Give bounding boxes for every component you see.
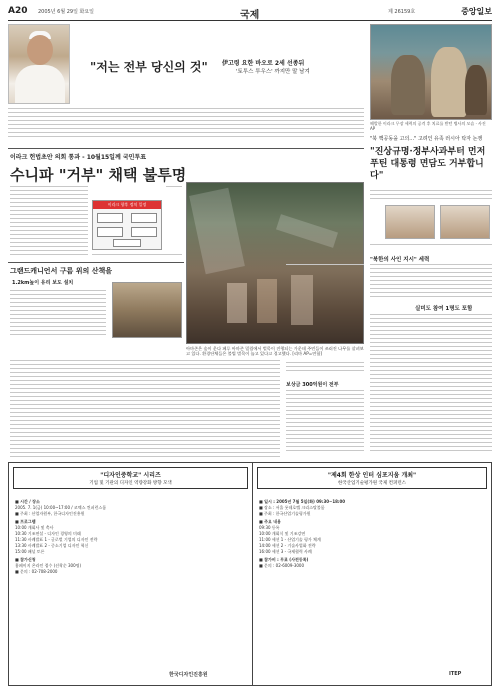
right-item: ■ 문의 : 02-6009-3000 (259, 563, 305, 568)
ad-right-title: "제4회 한상 인터 심포지움 개최" (327, 472, 417, 479)
left-item: 10:30 기조연설 - 디자인 경영의 미래 (15, 531, 81, 536)
pope-photo (8, 24, 70, 104)
left-item: 10:00 개회사 및 축사 (15, 525, 54, 530)
iraq-body-mid (166, 186, 182, 190)
ad-right-list (259, 497, 485, 569)
putin-body-text-2 (370, 244, 492, 248)
section-title: 국제 (240, 10, 260, 21)
right-item: 09:30 등록 (259, 525, 280, 530)
left-item: ■ 프로그램 (15, 519, 36, 524)
lower-left-body (10, 360, 280, 460)
right-item: ■ 주요 내용 (259, 519, 282, 524)
right-item: 14:00 세션 2 - 기술사업화 전략 (259, 543, 316, 548)
ad-left-logo: 한국디자인진흥원 (169, 672, 208, 678)
right-item: ■ 참가비 : 무료 (사전등록) (259, 557, 309, 562)
left-item: 2005. 7. 1(금) 10:00~17:00 / 코엑스 컨퍼런스룸 (15, 505, 107, 510)
putin-body-text (370, 190, 492, 202)
right-column-body-2 (370, 314, 492, 454)
amazon-photo-caption: 아마존은 숲이 운다 페루 아마존 밀림에서 벌목이 진행되는 가운데 주민들이 쓰러진 나무를 살펴보고 있다. 환경단체들은 불법 벌목이 늘고 있다고 경고했다. [리마 AP=연합] (186, 346, 364, 356)
right-column-subhead-2: 실미도 참여 1명도 포함 (415, 306, 473, 312)
pope-body-text (8, 108, 364, 140)
ad-right-banner (257, 467, 487, 489)
iraq-constitution-kicker: 이라크 헌법초안 의회 통과 - 10월15일께 국민투표 (10, 154, 147, 161)
grand-canyon-headline[interactable]: 그랜드캐니언서 구름 위의 산책을 (10, 266, 112, 275)
right-column-body-1 (370, 264, 492, 300)
right-item: ■ 장소 : 서울 롯데호텔 크리스탈볼룸 (259, 505, 325, 510)
iraq-body-right (92, 254, 182, 258)
left-item: ■ 문의 : 02-708-2000 (15, 569, 58, 574)
compensation-body (286, 390, 364, 454)
right-item: 11:00 세션 1 - 산업기술 평가 체계 (259, 537, 321, 542)
center-body (286, 264, 364, 268)
schedule-graphic-title: 이라크 향후 정치 일정 (93, 201, 161, 209)
pope-subhead: '토투스 투우스' 까지만 말 남겨 (236, 69, 310, 75)
ad-right (253, 463, 491, 685)
grand-canyon-body (10, 290, 106, 338)
iraq-constitution-headline[interactable]: 수니파 "거부" 채택 불투명 (10, 166, 187, 184)
ad-left-subtitle: 기업 및 기관의 디자인 역량강화 방향 모색 (89, 481, 172, 486)
putin-headline[interactable]: "진상규명·정부사과부터 먼저 푸틴 대통령 면담도 거부합니다" (370, 147, 486, 181)
right-item: 10:00 개회식 및 기조강연 (259, 531, 306, 536)
ad-right-logo: ITEP (449, 671, 462, 677)
section-divider (8, 148, 364, 149)
masthead-logo: 중앙일보 (461, 7, 492, 16)
ad-left (9, 463, 252, 685)
left-item: 13:30 사례발표 2 - 중소기업 디자인 혁신 (15, 543, 89, 548)
pope-deck: 伊고령 요한 바오로 2세 선종뒤 (222, 60, 305, 67)
portrait-photo-left (385, 205, 435, 239)
iraq-body-left (10, 186, 88, 258)
right-column-subhead-1: "북한의 사인 지시" 세력 (370, 257, 430, 263)
page-header (8, 5, 492, 21)
right-item: 16:00 세션 3 - 국제협력 사례 (259, 549, 312, 554)
right-item: ■ 주최 : 한국산업기술평가원 (259, 511, 311, 516)
left-item: ■ 시간 / 장소 (15, 499, 40, 504)
mid-right-body (286, 362, 364, 374)
portrait-photo-right (440, 205, 490, 239)
ad-left-title: "디자인중학교" 시리즈 (100, 472, 161, 479)
ad-left-banner (13, 467, 248, 489)
ad-left-list (15, 497, 246, 575)
left-item: ■ 참가신청 (15, 557, 36, 562)
grand-canyon-photo (112, 282, 182, 338)
ad-right-subtitle: 한국산업기술평가원 국제 컨퍼런스 (337, 481, 407, 486)
putin-kicker: "북 핵공동을 고의..." 고려인 유족 러시아 탁자 논쟁 (370, 136, 483, 142)
issue-number: 제 26159호 (388, 9, 416, 15)
iraq-soldier-photo (370, 24, 492, 120)
compensation-subhead: 보상금 300억원이 전부 (286, 382, 339, 388)
advertisement-box (8, 462, 492, 686)
left-item: 15:00 패널 토론 (15, 549, 45, 554)
left-item: ■ 주최 : 산업자원부, 한국디자인진흥원 (15, 511, 85, 516)
left-item: 11:30 사례발표 1 - 글로벌 기업의 디자인 전략 (15, 537, 98, 542)
section-divider-2 (8, 262, 184, 263)
issue-date: 2005년 6월 29일 화요일 (38, 9, 95, 15)
left-item: 홈페이지 온라인 접수 (선착순 300명) (15, 563, 82, 568)
right-item: ■ 일시 : 2005년 7월 5일(화) 09:30~18:00 (259, 499, 346, 504)
page-number: A20 (8, 6, 28, 16)
iraq-photo-caption: 해발한 이라크 무장 세력의 공격 후 치료를 받던 병사의 모습 · 사진 AP (370, 121, 486, 131)
political-schedule-graphic (92, 200, 162, 250)
amazon-forest-photo (186, 182, 364, 344)
grand-canyon-kicker: 1.2km높이 유리 보도 설치 (12, 280, 74, 286)
pope-headline[interactable]: "저는 전부 당신의 것" (90, 60, 208, 74)
